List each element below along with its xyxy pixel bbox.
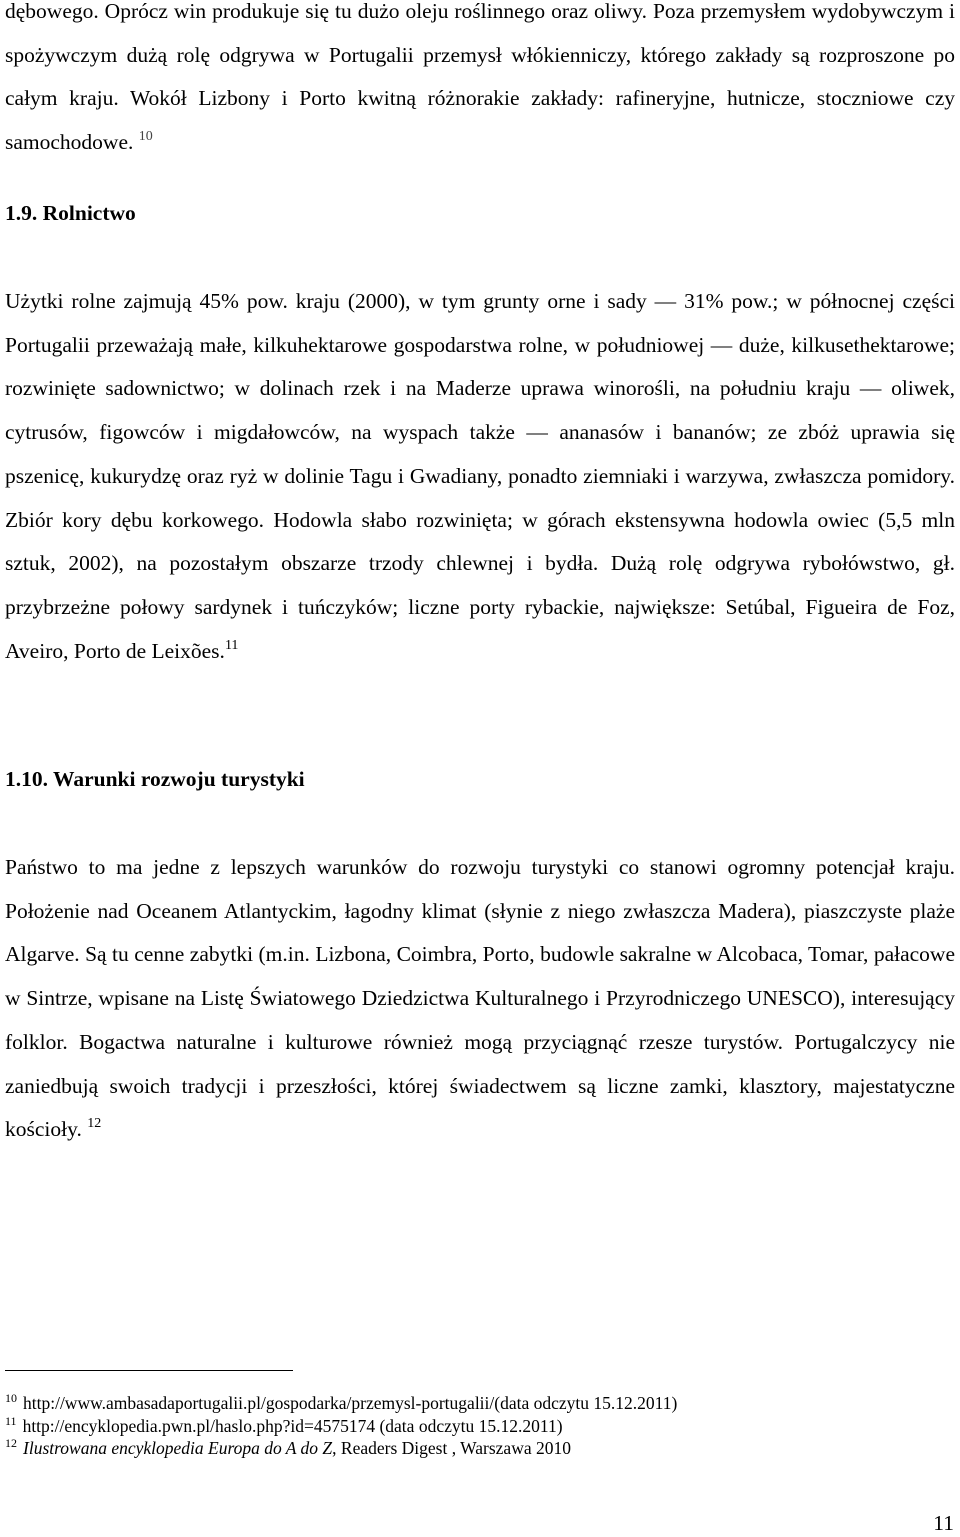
footnote-book-title: Ilustrowana encyklopedia Europa do A do Z [23, 1438, 333, 1458]
footnote-number: 10 [5, 1391, 17, 1405]
footnote-number: 11 [5, 1413, 17, 1428]
tourism-text: Państwo to ma jedne z lepszych warunków do rozwoju turystyki co stanowi ogromny potencjał kraju. Położenie nad Oceanem Atlantyckim, łagodny klimat (słynie z niego zwłaszcza Madera), piaszczyste plaże Algarve. Są tu cenne zabytki (m.in. Lizbona, Coimbra, Porto, budowle sakralne w Alcobaca, Tomar, pałacowe w Sintrze, wpisane na Listę Światowego Dziedzictwa Kulturalnego i Przyrodniczego UNESCO), interesujący folklor. Bogactwa naturalne i kulturowe również mogą przyciągnąć rzesze turystów. Portugalczycy nie zaniedbują swoich tradycji i przeszłości, której świadectwem są liczne zamki, klasztory, majestatyczne kościoły. [5, 855, 955, 1142]
tourism-paragraph [5, 846, 955, 1152]
footnote-12 [5, 1437, 955, 1460]
section-heading-agriculture: 1.9. Rolnictwo [5, 201, 136, 225]
footnote-link[interactable]: http://www.ambasadaportugalii.pl/gospodarka/przemysl-portugalii/(data odczytu 15.12.2011) [23, 1393, 678, 1413]
footnote-link[interactable]: http://encyklopedia.pwn.pl/haslo.php?id=4575174 (data odczytu 15.12.2011) [22, 1415, 563, 1436]
section-heading-number: 1.10. [5, 767, 48, 791]
section-heading-tourism [5, 764, 305, 794]
footnotes [5, 1392, 955, 1460]
footnote-ref-10[interactable]: 10 [138, 128, 153, 144]
industry-paragraph [5, 0, 955, 164]
footnote-separator [5, 1370, 293, 1371]
agriculture-paragraph [5, 280, 955, 673]
footnote-11 [5, 1415, 955, 1438]
footnote-publisher: , Readers Digest , Warszawa 2010 [332, 1438, 571, 1458]
footnote-10 [5, 1392, 955, 1415]
footnote-ref-11[interactable]: 11 [224, 637, 239, 653]
footnote-number: 12 [5, 1436, 17, 1450]
footnote-ref-12[interactable]: 12 [87, 1116, 102, 1132]
section-heading-title: Warunki rozwoju turystyki [53, 767, 305, 791]
page-number: 11 [933, 1511, 954, 1535]
industry-text: dębowego. Oprócz win produkuje się tu dużo oleju roślinnego oraz oliwy. Poza przemysłem wydobywczym i spożywczym dużą rolę odgrywa w Portugalii przemysł włókienniczy, którego zakłady są rozproszone po całym kraju. Wokół Lizbony i Porto kwitną różnorakie zakłady: rafineryjne, hutnicze, stoczniowe czy samochodowe. [5, 0, 955, 154]
agriculture-text: Użytki rolne zajmują 45% pow. kraju (2000), w tym grunty orne i sady — 31% pow.; w północnej części Portugalii przeważają małe, kilkuhektarowe gospodarstwa rolne, w południowej — duże, kilkusethektarowe; rozwinięte sadownictwo; w dolinach rzek i na Maderze uprawa winorośli, na południu kraju — oliwek, cytrusów, figowców i migdałowców, na wyspach także — ananasów i bananów; ze zbóż uprawia się pszenicę, kukurydzę oraz ryż w dolinie Tagu i Gwadiany, ponadto ziemniaki i warzywa, zwłaszcza pomidory. Zbiór kory dębu korkowego. Hodowla słabo rozwinięta; w górach ekstensywna hodowla owiec (5,5 mln sztuk, 2002), na pozostałym obszarze trzody chlewnej i bydła. Dużą rolę odgrywa rybołówstwo, gł. przybrzeżne połowy sardynek i tuńczyków; liczne porty rybackie, największe: Setúbal, Figueira de Foz, Aveiro, Porto de Leixões. [5, 289, 955, 663]
